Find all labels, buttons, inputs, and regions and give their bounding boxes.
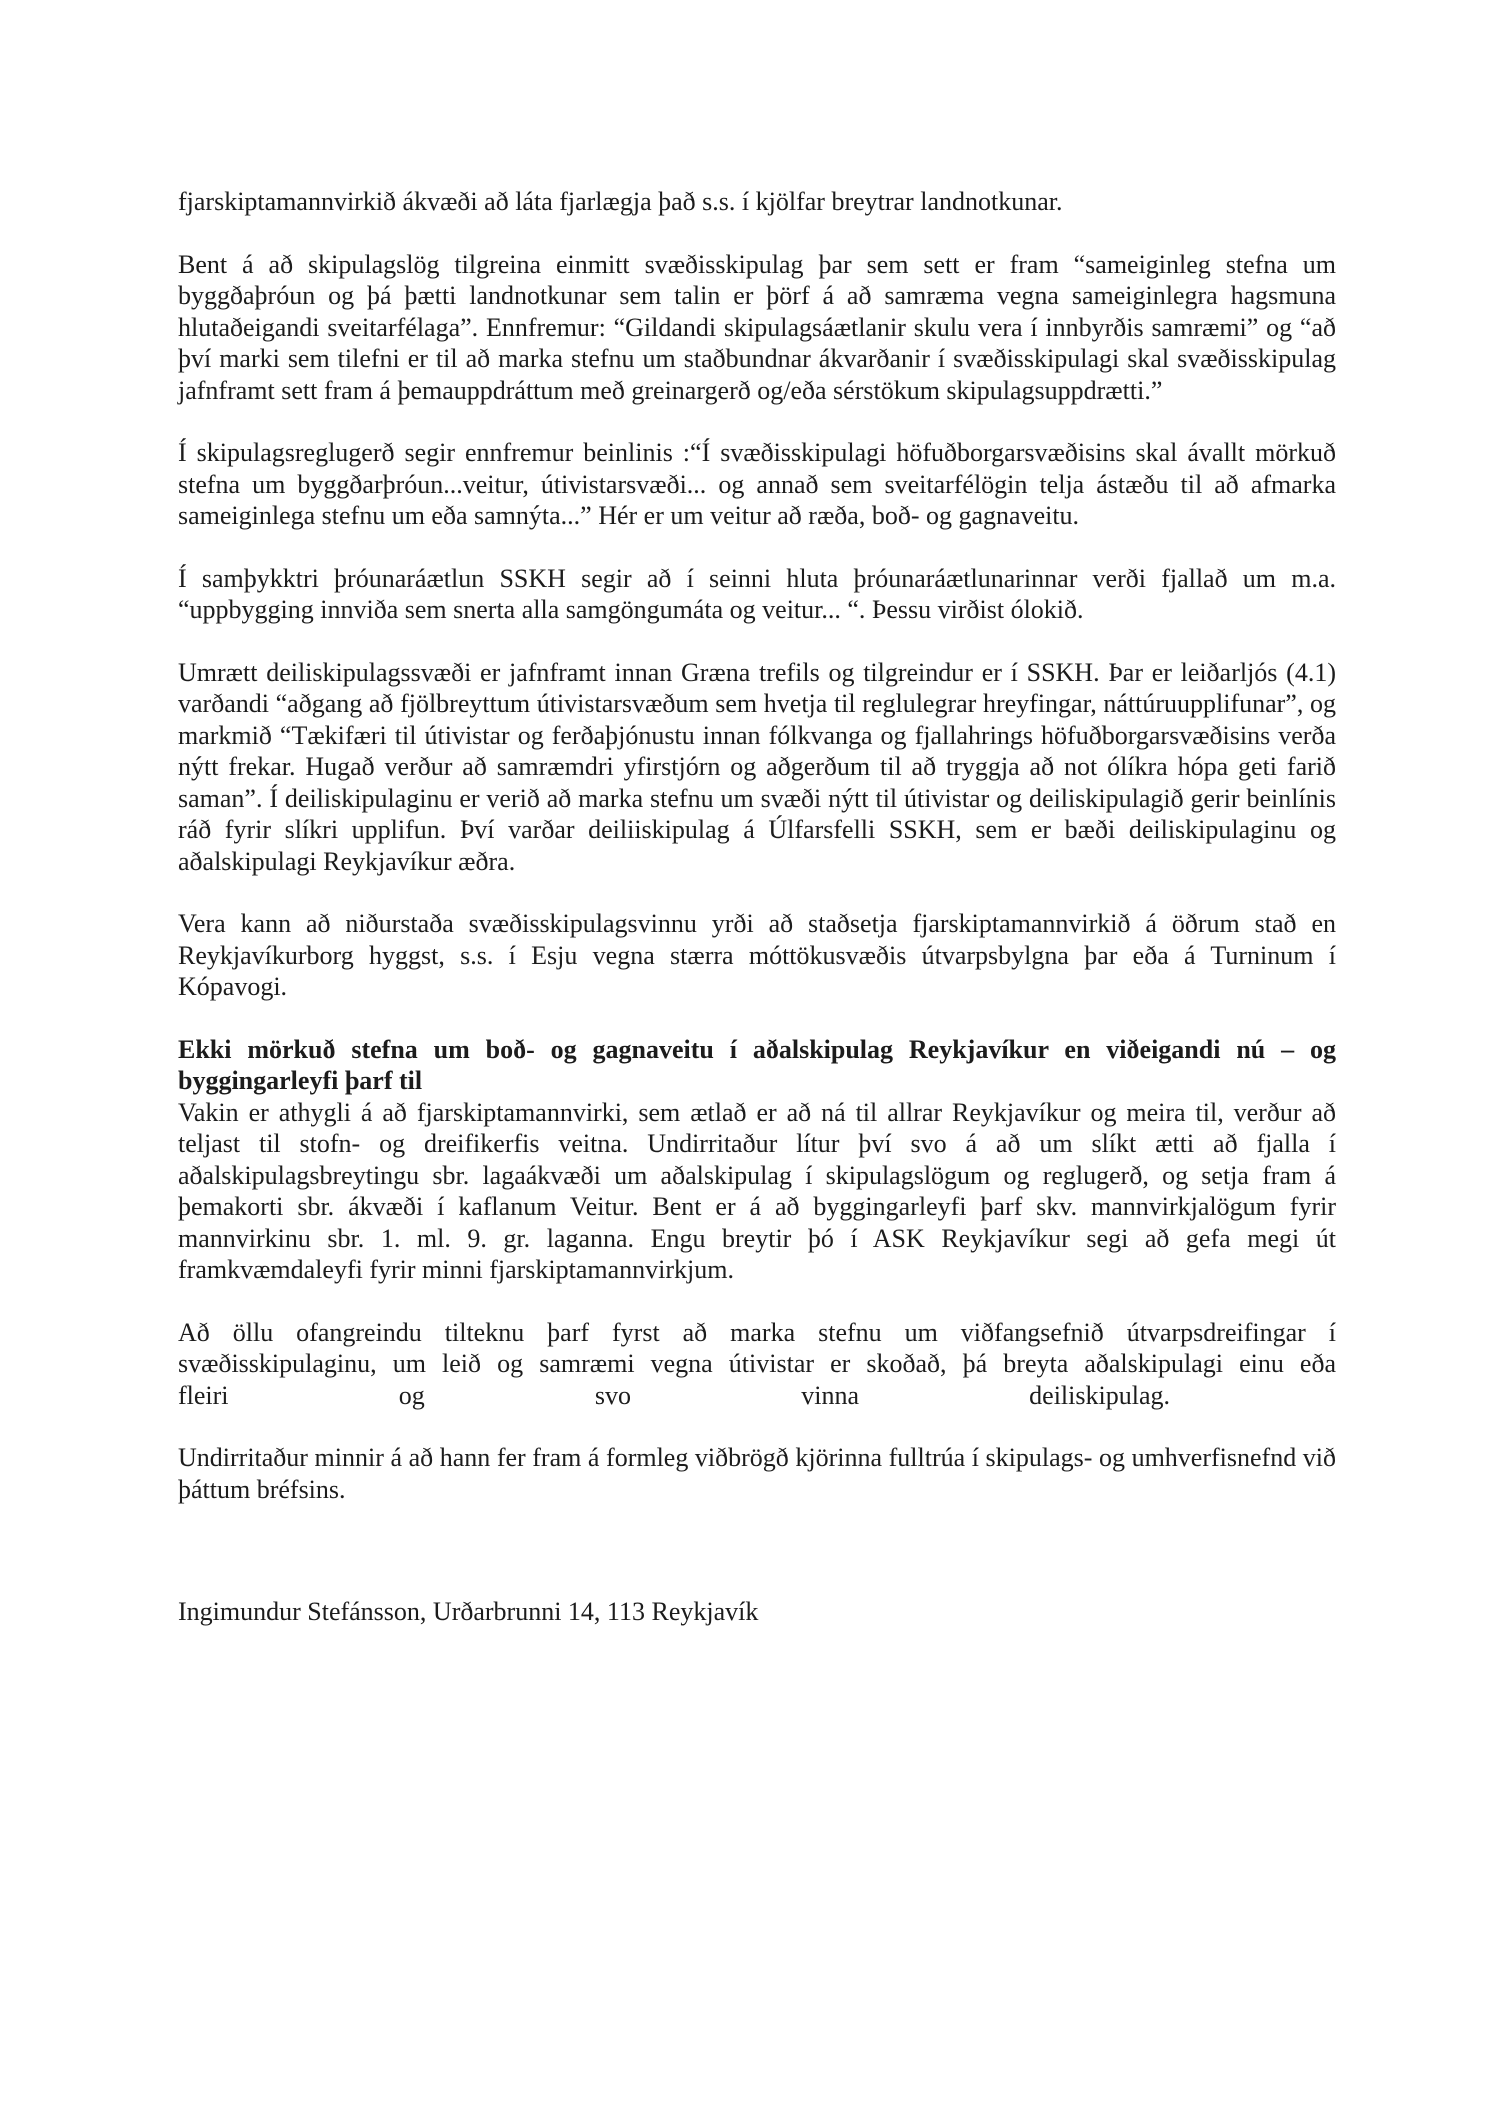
conclusion-paragraph [178, 1317, 1336, 1412]
conclusion-word: vinna [801, 1380, 859, 1410]
document-page [178, 186, 1336, 1654]
closing-paragraph: Undirritaður minnir á að hann fer fram á formleg viðbrögð kjörinna fulltrúa í skipulags- og umhverfisnefnd við þáttum bréfsins. [178, 1443, 1336, 1504]
conclusion-body: Að öllu ofangreindu tilteknu þarf fyrst að marka stefnu um viðfangsefnið útvarpsdreifingar í svæðisskipulaginu, um leið og samræmi vegna útivistar er skoðað, þá breyta aðalskipulagi einu eða [178, 1317, 1336, 1378]
paragraph-green-belt: Umrætt deiliskipulagssvæði er jafnframt innan Græna trefils og tilgreindur er í SSKH. Þar er leiðarljós (4.1) varðandi “aðgang að fjölbreyttum útivistarsvæðum sem hvetja til reglulegrar hreyfingar, náttúruupplifunar”, og markmið “Tækifæri til útivistar og ferðaþjónustu innan fólkvanga og fjallahrings höfuðborgarsvæðisins verða nýtt frekar. Hugað verður að samræmdri yfirstjórn og aðgerðum til að tryggja að not ólíkra hópa geti farið saman”. Í deiliskipulaginu er verið að marka stefnu um svæði nýtt til útivistar og deiliskipulagið gerir beinlínis ráð fyrir slíkri upplifun. Því varðar deiliiskipulag á Úlfarsfelli SSKH, sem er bæði deiliskipulaginu og aðalskipulagi Reykjavíkur æðra. [178, 657, 1336, 876]
paragraph-regulation: Í skipulagsreglugerð segir ennfremur beinlinis :“Í svæðisskipulagi höfuðborgarsvæðisins skal ávallt mörkuð stefna um byggðarþróun...veitur, útivistarsvæði... og annað sem sveitarfélögin telja ástæðu til að afmarka sameiginlega stefnu um eða samnýta...” Hér er um veitur að ræða, boð- og gagnaveitu. [178, 438, 1336, 530]
conclusion-last-line [178, 1380, 1336, 1412]
conclusion-word: svo [594, 1380, 632, 1410]
conclusion-word: deiliskipulag. [1029, 1380, 1170, 1410]
paragraph-alternative-location: Vera kann að niðurstaða svæðisskipulagsvinnu yrði að staðsetja fjarskiptamannvirkið á öðrum stað en Reykjavíkurborg hyggst, s.s. í Esju vegna stærra móttökusvæðis útvarpsbylgna þar eða á Turninum í Kópavogi. [178, 909, 1336, 1001]
section-body: Vakin er athygli á að fjarskiptamannvirki, sem ætlað er að ná til allrar Reykjavíkur og meira til, verður að teljast til stofn- og dreifikerfis veitna. Undirritaður lítur því svo á að um slíkt ætti að fjalla í aðalskipulagsbreytingu sbr. lagaákvæði um aðalskipulag í skipulagslögum og reglugerð, og setja fram á þemakorti sbr. ákvæði í kaflanum Veitur. Bent er á að byggingarleyfi þarf skv. mannvirkjalögum fyrir mannvirkinu sbr. 1. ml. 9. gr. laganna. Engu breytir þó í ASK Reykjavíkur segi að gefa megi út framkvæmdaleyfi fyrir minni fjarskiptamannvirkjum. [178, 1097, 1336, 1284]
conclusion-word: og [398, 1380, 425, 1410]
section-heading: Ekki mörkuð stefna um boð- og gagnaveitu í aðalskipulag Reykjavíkur en viðeigandi nú – og byggingarleyfi þarf til [178, 1034, 1336, 1095]
paragraph-continuation: fjarskiptamannvirkið ákvæði að láta fjarlægja það s.s. í kjölfar breytrar landnotkunar. [178, 187, 1063, 216]
conclusion-word: fleiri [178, 1380, 229, 1410]
paragraph-regional-planning: Bent á að skipulagslög tilgreina einmitt svæðisskipulag þar sem sett er fram “sameiginleg stefna um byggðaþróun og þá þætti landnotkunar sem talin er þörf á að samræma vegna sameiginlegra hagsmuna hlutaðeigandi sveitarfélaga”. Ennfremur: “Gildandi skipulagsáætlanir skulu vera í innbyrðis samræmi” og “að því marki sem tilefni er til að marka stefnu um staðbundnar ákvarðanir í svæðisskipulagi skal svæðisskipulag jafnframt sett fram á þemauppdráttum með greinargerð og/eða sérstökum skipulagsuppdrætti.” [178, 249, 1336, 405]
signature: Ingimundur Stefánsson, Urðarbrunni 14, 113 Reykjavík [178, 1597, 759, 1626]
paragraph-development-plan: Í samþykktri þróunaráætlun SSKH segir að í seinni hluta þróunaráætlunarinnar verði fjallað um m.a. “uppbygging innviða sem snerta alla samgöngumáta og veitur... “. Þessu virðist ólokið. [178, 563, 1336, 624]
